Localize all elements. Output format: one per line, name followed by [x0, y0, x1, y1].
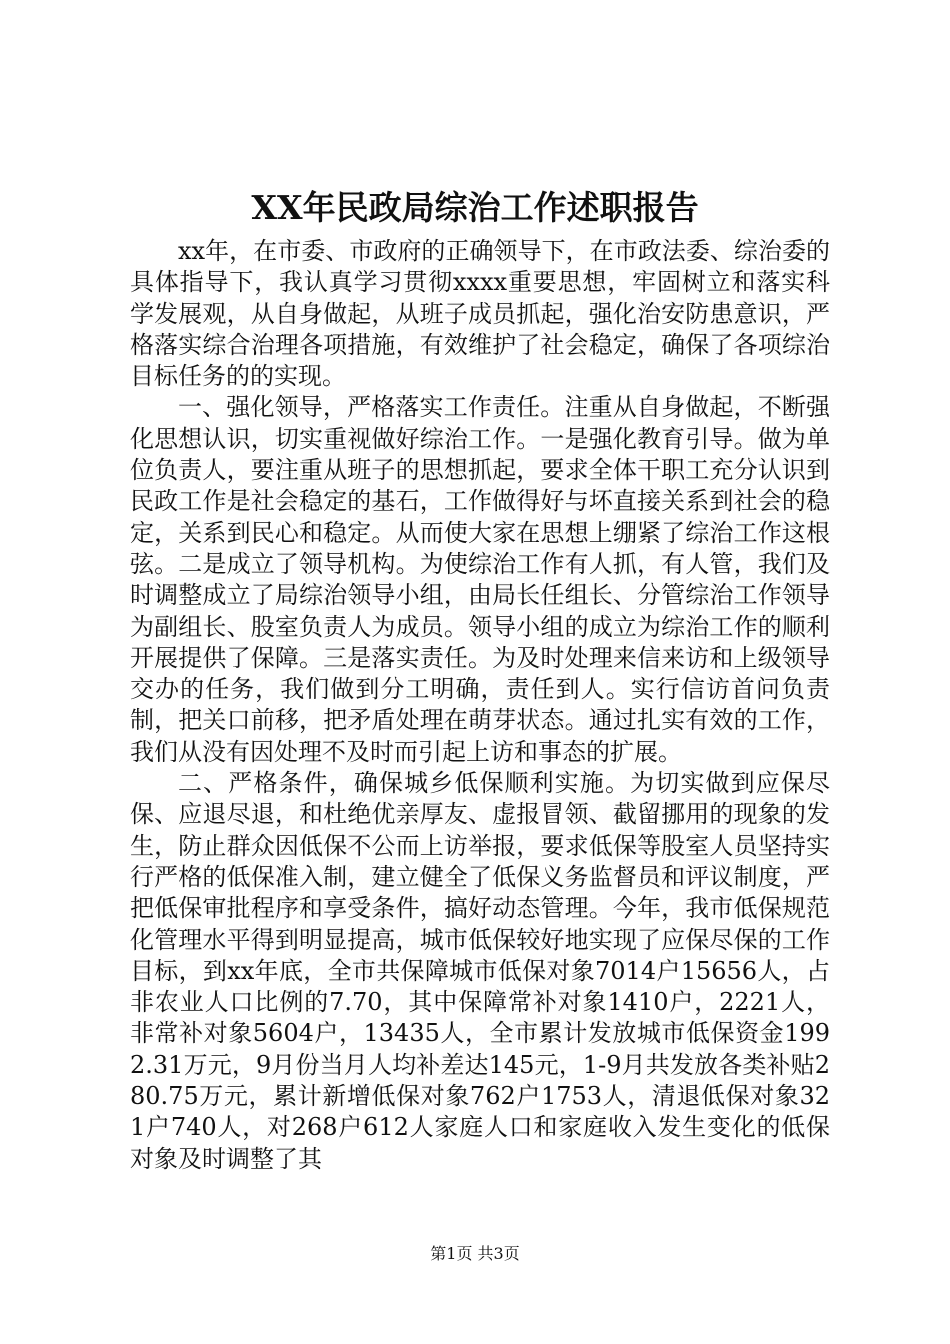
document-body [130, 236, 830, 1175]
paragraph-section-1: 一、强化领导，严格落实工作责任。注重从自身做起，不断强化思想认识，切实重视做好综治工作。一是强化教育引导。做为单位负责人，要注重从班子的思想抓起，要求全体干职工充分认识到民政工作是社会稳定的基石，工作做得好与坏直接关系到社会的稳定，关系到民心和稳定。从而使大家在思想上绷紧了综治工作这根弦。二是成立了领导机构。为使综治工作有人抓，有人管，我们及时调整成立了局综治领导小组，由局长任组长、分管综治工作领导为副组长、股室负责人为成员。领导小组的成立为综治工作的顺利开展提供了保障。三是落实责任。为及时处理来信来访和上级领导交办的任务，我们做到分工明确，责任到人。实行信访首问负责制，把关口前移，把矛盾处理在萌芽状态。通过扎实有效的工作，我们从没有因处理不及时而引起上访和事态的扩展。 [130, 393, 830, 766]
page-number-footer: 第1页 共3页 [430, 1244, 520, 1263]
paragraph-section-2: 二、严格条件，确保城乡低保顺利实施。为切实做到应保尽保、应退尽退，和杜绝优亲厚友、虚报冒领、截留挪用的现象的发生，防止群众因低保不公而上访举报，要求低保等股室人员坚持实行严格的低保准入制，建立健全了低保义务监督员和评议制度，严把低保审批程序和享受条件，搞好动态管理。今年，我市低保规范化管理水平得到明显提高，城市低保较好地实现了应保尽保的工作目标，到xx年底，全市共保障城市低保对象7014户15656人，占非农业人口比例的7.70，其中保障常补对象1410户，2221人，非常补对象5604户，13435人，全市累计发放城市低保资金1992.31万元，9月份当月人均补差达145元，1-9月共发放各类补贴280.75万元，累计新增低保对象762户1753人，清退低保对象321户740人，对268户612人家庭人口和家庭收入发生变化的低保对象及时调整了其 [130, 769, 830, 1173]
document-title: XX年民政局综治工作述职报告 [251, 188, 699, 227]
paragraph-intro: xx年，在市委、市政府的正确领导下，在市政法委、综治委的具体指导下，我认真学习贯彻xxxx重要思想，牢固树立和落实科学发展观，从自身做起，从班子成员抓起，强化治安防患意识，严格落实综合治理各项措施，有效维护了社会稳定，确保了各项综治目标任务的的实现。 [130, 237, 830, 391]
